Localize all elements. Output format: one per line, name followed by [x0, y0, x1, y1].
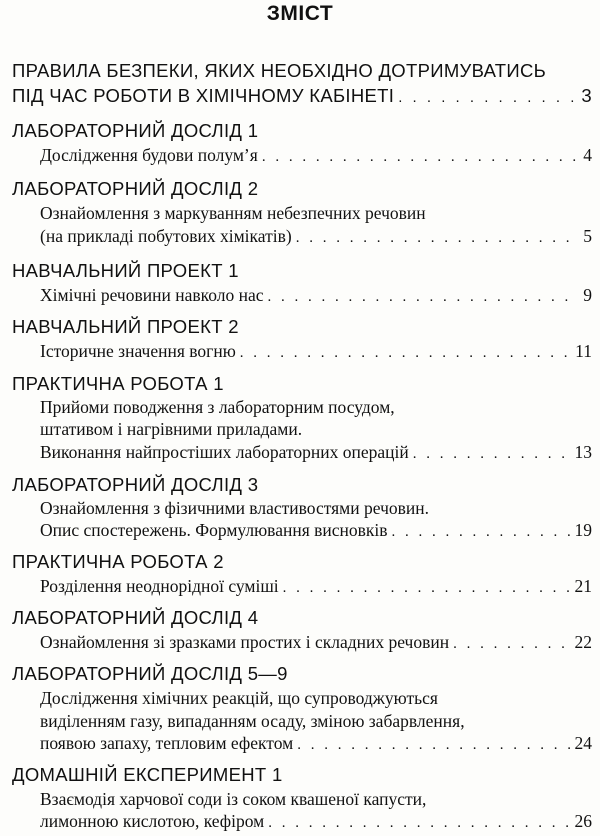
toc-entry[interactable] [12, 85, 592, 107]
leader-dots [453, 636, 570, 653]
toc-line: (на прикладі побутових хімікатів) [40, 226, 292, 246]
toc-heading[interactable]: ЛАБОРАТОРНИЙ ДОСЛІД 4 [12, 607, 259, 628]
page-number: 9 [583, 285, 592, 305]
page-number: 21 [574, 576, 592, 596]
toc-line: Опис спостережень. Формулювання висновків [40, 520, 388, 540]
leader-dots [240, 345, 571, 362]
toc-line: появою запаху, тепловим ефектом [40, 733, 294, 753]
leader-dots [262, 149, 579, 166]
page-number: 26 [574, 811, 592, 831]
toc-heading[interactable]: ЛАБОРАТОРНИЙ ДОСЛІД 2 [12, 178, 259, 199]
toc-heading[interactable]: НАВЧАЛЬНИЙ ПРОЕКТ 1 [12, 260, 239, 281]
toc-entry[interactable] [40, 285, 592, 306]
leader-dots [398, 89, 577, 106]
leader-dots [296, 230, 580, 247]
toc-line: Ознайомлення зі зразками простих і складних речовин [40, 632, 450, 652]
page-number: 5 [583, 226, 592, 246]
leader-dots [392, 524, 571, 541]
toc-heading[interactable]: ПРАКТИЧНА РОБОТА 1 [12, 373, 224, 394]
toc-heading[interactable]: НАВЧАЛЬНИЙ ПРОЕКТ 2 [12, 316, 239, 337]
toc-line: Хімічні речовини навколо нас [40, 285, 264, 305]
toc-heading[interactable]: ДОМАШНІЙ ЕКСПЕРИМЕНТ 1 [12, 764, 283, 785]
toc-heading[interactable]: ПРАКТИЧНА РОБОТА 2 [12, 551, 224, 572]
toc-entry[interactable] [40, 632, 592, 653]
toc-entry[interactable] [40, 341, 592, 362]
toc-line: Ознайомлення з фізичними властивостями речовин. [40, 498, 429, 518]
page-number: 22 [574, 632, 592, 652]
page-title: ЗМІСТ [266, 2, 334, 25]
toc-line: Розділення неоднорідної суміші [40, 576, 279, 596]
leader-dots [413, 446, 571, 463]
toc-entry[interactable] [40, 442, 592, 463]
toc-entry[interactable] [40, 145, 592, 166]
toc-heading-cont: ПІД ЧАС РОБОТИ В ХІМІЧНОМУ КАБІНЕТІ [12, 85, 395, 106]
page-number: 13 [574, 442, 592, 462]
toc-line: виділенням газу, випаданням осаду, зміною забарвлення, [40, 711, 465, 731]
toc-line: Виконання найпростіших лабораторних операцій [40, 442, 409, 462]
toc-line: Ознайомлення з маркуванням небезпечних речовин [40, 203, 426, 223]
toc-heading[interactable]: ПРАВИЛА БЕЗПЕКИ, ЯКИХ НЕОБХІДНО ДОТРИМУВАТИСЬ [12, 60, 547, 81]
page-number: 19 [574, 520, 592, 540]
toc-heading[interactable]: ЛАБОРАТОРНИЙ ДОСЛІД 3 [12, 474, 259, 495]
leader-dots [283, 580, 571, 597]
leader-dots [268, 815, 570, 832]
toc-entry[interactable] [40, 576, 592, 597]
toc-line: лимонною кислотою, кефіром [40, 811, 265, 831]
toc-line: Прийоми поводження з лабораторним посудом, [40, 397, 395, 417]
page-number: 24 [574, 733, 592, 753]
toc-line: Дослідження будови полум’я [40, 145, 258, 165]
toc-heading[interactable]: ЛАБОРАТОРНИЙ ДОСЛІД 1 [12, 120, 259, 141]
toc-line: Історичне значення вогню [40, 341, 236, 361]
toc-line: Взаємодія харчової соди із соком квашеної капусти, [40, 789, 427, 809]
page-number: 11 [575, 341, 592, 361]
toc-line: Дослідження хімічних реакцій, що супроводжуються [40, 688, 438, 708]
leader-dots [268, 289, 580, 306]
toc-entry[interactable] [40, 520, 592, 541]
leader-dots [297, 737, 570, 754]
toc-line: штативом і нагрівними приладами. [40, 419, 303, 439]
page-number: 3 [581, 85, 592, 106]
toc-heading[interactable]: ЛАБОРАТОРНИЙ ДОСЛІД 5—9 [12, 663, 288, 684]
toc-entry[interactable] [40, 733, 592, 754]
toc-entry[interactable] [40, 226, 592, 247]
page-number: 4 [583, 145, 592, 165]
toc-entry[interactable] [40, 811, 592, 832]
